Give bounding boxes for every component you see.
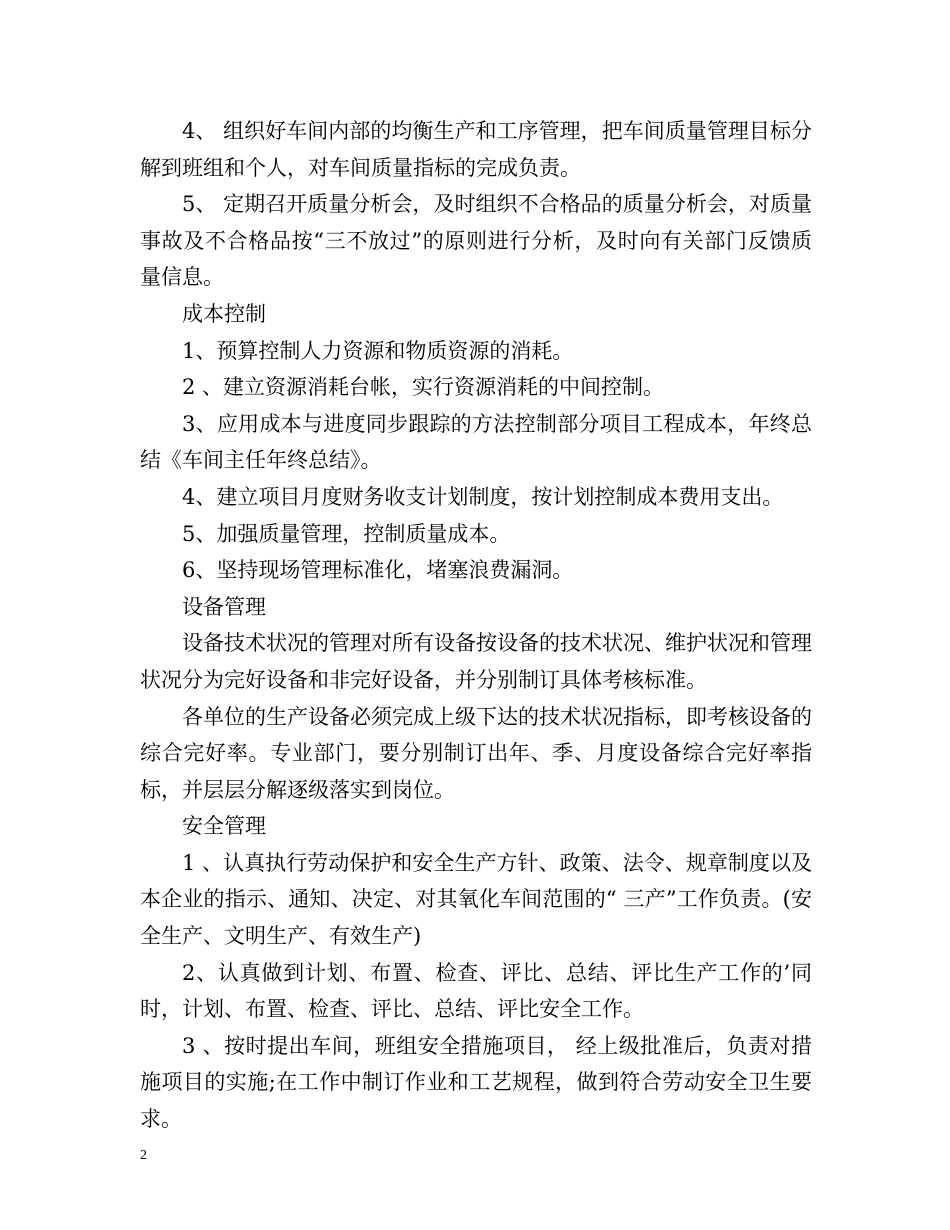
paragraph-cost-6: 6、坚持现场管理标准化，堵塞浪费漏洞。 (182, 558, 574, 583)
paragraph-cost-1: 1、预算控制人力资源和物质资源的消耗。 (182, 338, 574, 363)
page-number: 2 (140, 1148, 147, 1163)
paragraph-cost-5: 5、加强质量管理，控制质量成本。 (182, 521, 511, 546)
paragraph-quality-4: 4、 组织好车间内部的均衡生产和工序管理，把车间质量管理目标分解到班组和个人，对车间质量指标的完成负责。 (140, 119, 812, 180)
paragraph-cost-3: 3、应用成本与进度同步跟踪的方法控制部分项目工程成本，年终总结《车间主任年终总结》。 (140, 411, 812, 473)
paragraph-equipment-2: 各单位的生产设备必须完成上级下达的技术状况指标，即考核设备的综合完好率。专业部门，要分别制订出年、季、月度设备综合完好率指标，并层层分解逐级落实到岗位。 (140, 704, 812, 802)
paragraph-equipment-1: 设备技术状况的管理对所有设备按设备的技术状况、维护状况和管理状况分为完好设备和非完好设备，并分别制订具体考核标准。 (140, 631, 812, 692)
paragraph-safety-1: 1 、认真执行劳动保护和安全生产方针、政策、法令、规章制度以及本企业的指示、通知、决定、对其氧化车间范围的“ 三产”工作负责。(安全生产、文明生产、有效生产) (140, 850, 812, 949)
section-heading-safety: 安全管理 (182, 814, 266, 839)
paragraph-cost-2: 2 、建立资源消耗台帐，实行资源消耗的中间控制。 (182, 375, 665, 400)
paragraph-quality-5: 5、 定期召开质量分析会，及时组织不合格品的质量分析会，对质量事故及不合格品按“三不放过”的原则进行分析，及时向有关部门反馈质量信息。 (140, 192, 812, 290)
paragraph-safety-2: 2、认真做到计划、布置、检查、评比、总结、评比生产工作的’同时，计划、布置、检查、评比、总结、评比安全工作。 (140, 960, 812, 1022)
paragraph-safety-3: 3 、按时提出车间，班组安全措施项目， 经上级批准后，负责对措施项目的实施;在工作中制订作业和工艺规程，做到符合劳动安全卫生要求。 (140, 1033, 812, 1132)
section-heading-equipment: 设备管理 (182, 594, 266, 619)
paragraph-cost-4: 4、建立项目月度财务收支计划制度，按计划控制成本费用支出。 (182, 484, 784, 509)
section-heading-cost-control: 成本控制 (182, 301, 266, 326)
document-body (140, 113, 812, 1138)
